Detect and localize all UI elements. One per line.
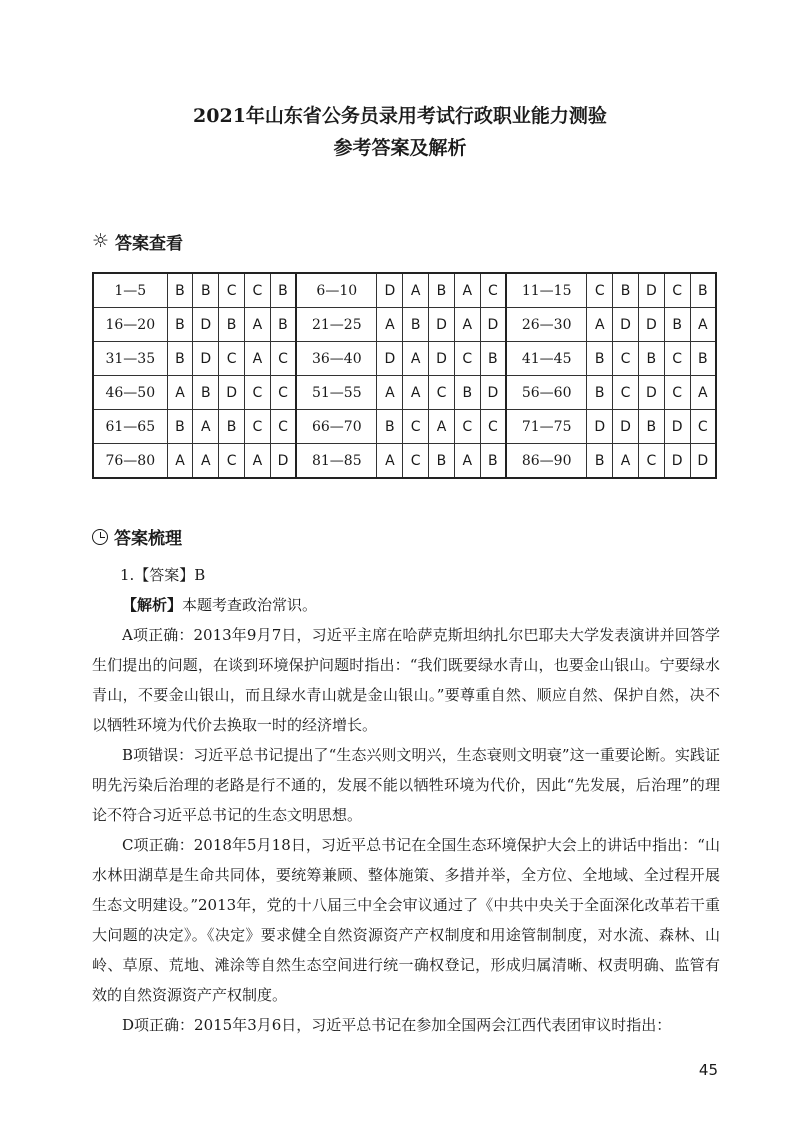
answer-cell: B [480, 342, 506, 376]
answer-cell: C [219, 444, 245, 479]
question-range: 41—45 [506, 342, 587, 376]
answer-cell: B [587, 444, 613, 479]
answer-cell: B [664, 308, 690, 342]
answer-cell: A [454, 444, 480, 479]
answer-cell: B [270, 308, 296, 342]
question-range: 51—55 [296, 376, 377, 410]
sun-icon: ☼ [92, 230, 110, 252]
answer-cell: D [613, 308, 639, 342]
question-range: 61—65 [93, 410, 167, 444]
question-range: 86—90 [506, 444, 587, 479]
answer-cell: A [613, 444, 639, 479]
answer-cell: C [403, 444, 429, 479]
answer-cell: B [219, 308, 245, 342]
answer-cell: A [167, 444, 193, 479]
answer-cell: D [613, 410, 639, 444]
answer-cell: D [480, 376, 506, 410]
explanation-heading-label: 答案梳理 [114, 529, 182, 549]
answer-cell: C [270, 410, 296, 444]
answer-cell: C [587, 273, 613, 308]
answer-cell: C [270, 376, 296, 410]
answer-cell: B [638, 410, 664, 444]
answers-heading-label: 答案查看 [115, 234, 184, 254]
answer-cell: C [270, 342, 296, 376]
question-range: 66—70 [296, 410, 377, 444]
answer-cell: B [638, 342, 664, 376]
answer-cell: C [219, 342, 245, 376]
answer-cell: D [429, 308, 455, 342]
answer-cell: A [245, 342, 271, 376]
question-range: 46—50 [93, 376, 167, 410]
table-row [93, 410, 716, 444]
question-range: 76—80 [93, 444, 167, 479]
answer-cell: D [638, 273, 664, 308]
question-range: 56—60 [506, 376, 587, 410]
paragraph-option-d: D项正确：2015年3月6日，习近平总书记在参加全国两会江西代表团审议时指出： [122, 1016, 672, 1034]
analysis-line [92, 590, 720, 620]
question-range: 16—20 [93, 308, 167, 342]
explanation-body [92, 560, 720, 1040]
answer-cell: A [587, 308, 613, 342]
answer-cell: A [377, 444, 403, 479]
paragraph-option-c: C项正确：2018年5月18日，习近平总书记在全国生态环境保护大会上的讲话中指出：“山水林田湖草是生命共同体，要统筹兼顾、整体施策、多措并举，全方位、全地域、全过程开展生态文明建设。”2013年，党的十八届三中全会审议通过了《中共中央关于全面深化改革若干重大问题的决定》。《决定》要求健全自然资源资产产权制度和用途管制制度，对水流、森林、山岭、草原、荒地、滩涂等自然生态空间进行统一确权登记，形成归属清晰、权责明确、监管有效的自然资源资产产权制度。 [92, 836, 720, 1004]
answer-cell: B [167, 308, 193, 342]
answer-cell: A [377, 376, 403, 410]
answer-cell: B [429, 273, 455, 308]
answer-cell: B [167, 273, 193, 308]
analysis-text: 本题考查政治常识。 [182, 596, 318, 614]
answer-cell: C [690, 410, 716, 444]
table-row [93, 342, 716, 376]
answer-cell: B [270, 273, 296, 308]
question-range: 31—35 [93, 342, 167, 376]
question-range: 81—85 [296, 444, 377, 479]
answer-cell: C [245, 410, 271, 444]
question-range: 26—30 [506, 308, 587, 342]
question-range: 36—40 [296, 342, 377, 376]
answer-cell: A [377, 308, 403, 342]
answer-cell: C [454, 342, 480, 376]
answer-cell: A [454, 273, 480, 308]
answer-cell: D [377, 342, 403, 376]
answer-cell: A [403, 342, 429, 376]
answer-cell: B [613, 273, 639, 308]
answer-cell: C [403, 410, 429, 444]
table-row [93, 273, 716, 308]
answer-cell: C [664, 342, 690, 376]
answer-cell: D [690, 444, 716, 479]
answer-cell: D [429, 342, 455, 376]
answer-cell: D [219, 376, 245, 410]
answer-cell: C [480, 273, 506, 308]
clock-icon [92, 529, 108, 545]
answer-cell: D [638, 308, 664, 342]
question-range: 71—75 [506, 410, 587, 444]
answer-cell: C [664, 273, 690, 308]
answer-cell: B [193, 273, 219, 308]
answer-cell: B [403, 308, 429, 342]
answer-cell: D [638, 376, 664, 410]
document-subtitle: 参考答案及解析 [333, 137, 467, 159]
table-row [93, 444, 716, 479]
answer-cell: B [454, 376, 480, 410]
answer-cell: B [377, 410, 403, 444]
answer-cell: C [613, 342, 639, 376]
answer-cell: D [480, 308, 506, 342]
answers-section-heading [92, 229, 183, 254]
answer-cell: C [480, 410, 506, 444]
answer-cell: C [664, 376, 690, 410]
answer-cell: A [454, 308, 480, 342]
answer-cell: B [690, 273, 716, 308]
answer-cell: A [245, 444, 271, 479]
answer-cell: D [664, 444, 690, 479]
answer-cell: D [270, 444, 296, 479]
paragraph-option-b: B项错误：习近平总书记提出了“生态兴则文明兴，生态衰则文明衰”这一重要论断。实践证明先污染后治理的老路是行不通的，发展不能以牺牲环境为代价，因此“先发展，后治理”的理论不符合习近平总书记的生态文明思想。 [92, 746, 720, 824]
answer-cell: A [167, 376, 193, 410]
answer-cell: B [587, 376, 613, 410]
answer-cell: A [690, 376, 716, 410]
answer-cell: B [480, 444, 506, 479]
page-number: 45 [698, 1061, 718, 1079]
answer-cell: B [167, 342, 193, 376]
answer-cell: A [403, 273, 429, 308]
answer-table [92, 272, 717, 479]
answer-cell: D [193, 342, 219, 376]
document-title: 2021年山东省公务员录用考试行政职业能力测验 [193, 105, 607, 127]
question-range: 1—5 [93, 273, 167, 308]
answer-cell: C [245, 273, 271, 308]
answer-cell: A [690, 308, 716, 342]
answer-cell: D [664, 410, 690, 444]
question-range: 21—25 [296, 308, 377, 342]
answer-cell: A [403, 376, 429, 410]
answer-cell: B [219, 410, 245, 444]
answer-cell: C [219, 273, 245, 308]
answer-cell: A [193, 410, 219, 444]
question-range: 6—10 [296, 273, 377, 308]
answer-cell: C [613, 376, 639, 410]
answer-cell: A [429, 410, 455, 444]
question-answer: 1.【答案】B [120, 566, 206, 584]
answer-cell: B [193, 376, 219, 410]
answer-cell: C [429, 376, 455, 410]
explanation-section-heading [92, 524, 182, 549]
answer-cell: C [245, 376, 271, 410]
table-row [93, 308, 716, 342]
question-range: 11—15 [506, 273, 587, 308]
answer-cell: D [377, 273, 403, 308]
analysis-label: 【解析】 [122, 596, 183, 614]
answer-cell: B [587, 342, 613, 376]
paragraph-option-a: A项正确：2013年9月7日，习近平主席在哈萨克斯坦纳扎尔巴耶夫大学发表演讲并回答学生们提出的问题，在谈到环境保护问题时指出：“我们既要绿水青山，也要金山银山。宁要绿水青山，不要金山银山，而且绿水青山就是金山银山。”要尊重自然、顺应自然、保护自然，决不以牺牲环境为代价去换取一时的经济增长。 [92, 626, 720, 734]
answer-cell: B [429, 444, 455, 479]
answer-cell: D [193, 308, 219, 342]
answer-cell: D [587, 410, 613, 444]
answer-cell: C [638, 444, 664, 479]
table-row [93, 376, 716, 410]
answer-cell: B [690, 342, 716, 376]
answer-cell: C [454, 410, 480, 444]
answer-cell: B [167, 410, 193, 444]
answer-cell: A [245, 308, 271, 342]
answer-cell: A [193, 444, 219, 479]
